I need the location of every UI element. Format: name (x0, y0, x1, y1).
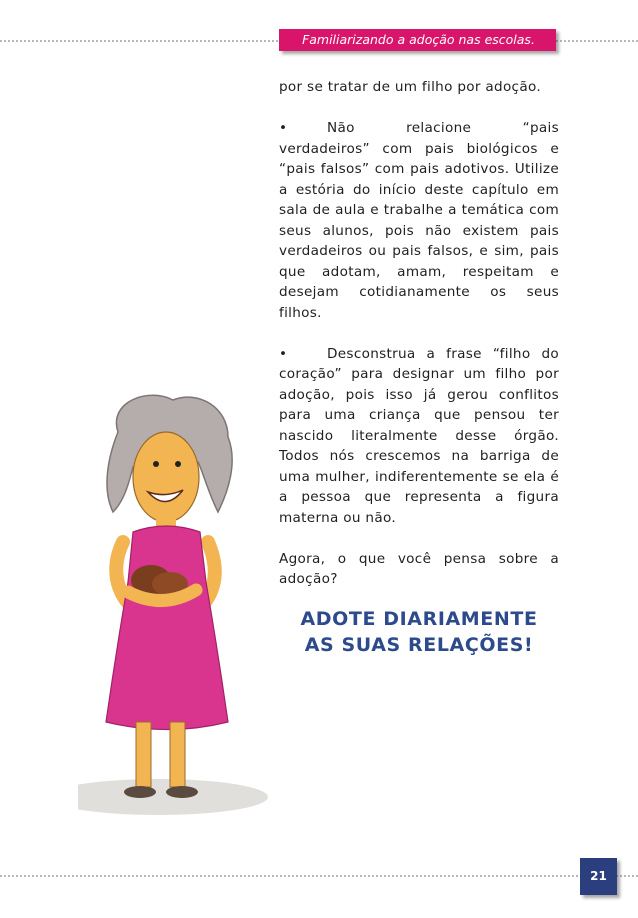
section-header-text: Familiarizando a adoção nas escolas. (302, 32, 535, 47)
body-text-column (279, 77, 559, 610)
bullet-paragraph-2 (279, 344, 559, 529)
woman-holding-baby-illustration (78, 392, 278, 822)
bullet-text-2: Desconstrua a frase “filho do coração” para designar um filho por adoção, pois isso já gerou conflitos para uma criança que pensou ter nascido literalmente desse órgão. Todos nós crescemos na barriga de uma mulher, indiferentemente se ela é a pessoa que representa a figura materna ou não. (279, 345, 559, 526)
bullet-marker: • (279, 120, 288, 136)
bottom-dotted-rule (0, 875, 638, 877)
bullet-paragraph-1 (279, 118, 559, 323)
section-header-tag (279, 29, 556, 51)
bullet-marker: • (279, 345, 288, 362)
bullet-text-1: Não relacione “pais verdadeiros” com pais biológicos e “pais falsos” com pais adotivos. Utilize a estória do início deste capítulo em sala de aula e trabalhe a temática com seus alunos, pois não existem pais verdadeiros ou pais falsos, e sim, pais que adotam, amam, respeitam e desejam cotidianamente os seus filhos. (279, 120, 559, 321)
page-number-badge: 21 (580, 858, 617, 895)
question-paragraph: Agora, o que você pensa sobre a adoção? (279, 550, 559, 587)
slogan (279, 606, 559, 658)
slogan-line-1: ADOTE DIARIAMENTE (300, 608, 538, 630)
slogan-line-2: AS SUAS RELAÇÕES! (304, 634, 534, 656)
paragraph-continuation: por se tratar de um filho por adoção. (279, 79, 541, 95)
